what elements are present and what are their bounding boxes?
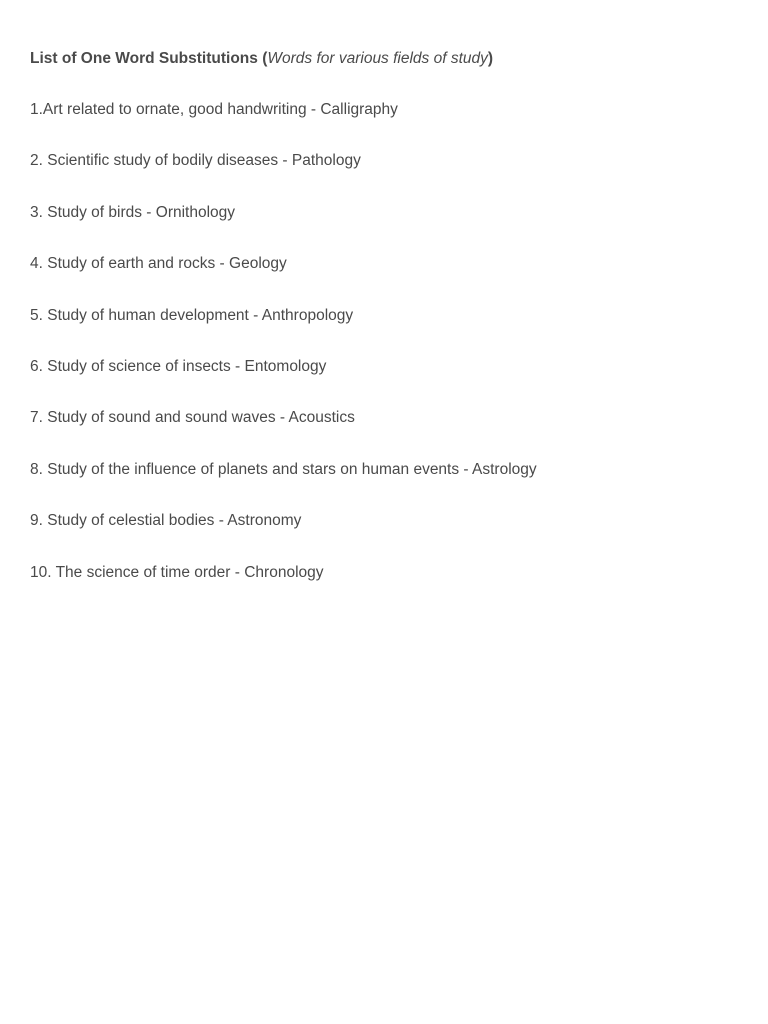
title-close: ) xyxy=(487,50,494,67)
list-item: 3. Study of birds - Ornithology xyxy=(30,203,236,221)
title-main: List of One Word Substitutions ( xyxy=(30,50,268,67)
list-item: 1.Art related to ornate, good handwriting - Calligraphy xyxy=(30,101,398,118)
title-subtitle: Words for various fields of study xyxy=(267,50,488,67)
list-item: 9. Study of celestial bodies - Astronomy xyxy=(30,512,302,530)
list-item: 10. The science of time order - Chronology xyxy=(30,563,324,581)
substitution-list xyxy=(30,99,750,584)
document-body xyxy=(30,48,750,613)
page-title xyxy=(30,48,750,70)
list-item: 7. Study of sound and sound waves - Acoustics xyxy=(30,409,355,427)
list-item: 2. Scientific study of bodily diseases - Pathology xyxy=(30,152,361,170)
list-item: 5. Study of human development - Anthropology xyxy=(30,306,354,324)
list-item: 4. Study of earth and rocks - Geology xyxy=(30,255,287,273)
list-item: 6. Study of science of insects - Entomology xyxy=(30,357,327,375)
list-item: 8. Study of the influence of planets and stars on human events - Astrology xyxy=(30,460,537,478)
